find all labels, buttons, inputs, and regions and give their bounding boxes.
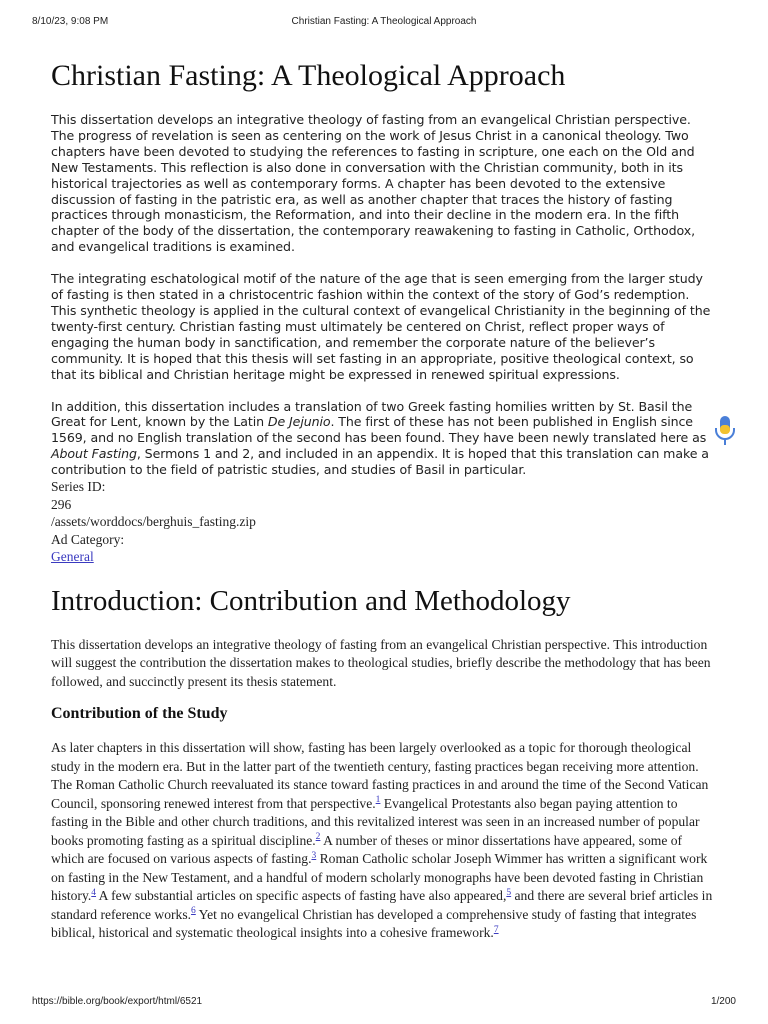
intro-paragraph: This dissertation develops an integrative theology of fasting from an evangelical Christian perspective. This introduction will suggest the contribution the dissertation makes to theological studies, briefly describe the methodology that has been followed, and succinctly present its thesis statement. — [51, 636, 711, 689]
series-id-label: Series ID: — [51, 479, 106, 495]
abstract-paragraph-3 — [51, 399, 715, 479]
text-segment: As later chapters in this dissertation will show, fasting has been largely overlooked as a topic for thorough theological study in the modern era. But in the latter part of the twentieth century, fasting practices began receiving more attention. The Roman Catholic Church reevaluated its stance toward fasting practices in and around the time of the Second Vatican Council, sponsoring renewed interest from that perspective. — [51, 740, 709, 811]
ad-category-link[interactable]: General — [51, 549, 94, 565]
text-segment: Roman Catholic scholar Joseph Wimmer has written a significant work on fasting in the New Testament, and a handful of modern scholarly monographs have been devoted fasting in Christian history. — [51, 851, 708, 904]
footnote-link-7[interactable]: 7 — [493, 924, 499, 935]
translation-title: About Fasting — [51, 446, 137, 462]
print-footer — [32, 996, 736, 1010]
footnote-link-4[interactable]: 4 — [91, 887, 97, 898]
microphone-icon[interactable] — [712, 414, 738, 448]
footnote-link-5[interactable]: 5 — [506, 887, 512, 898]
file-path: /assets/worddocs/berghuis_fasting.zip — [51, 514, 256, 530]
document-body — [51, 50, 715, 943]
text-segment: A number of theses or minor dissertations have appeared, some of which are focused on various aspects of fasting. — [51, 832, 683, 867]
intro — [51, 636, 715, 692]
contribution-body — [51, 739, 715, 943]
contribution-paragraph — [51, 739, 715, 943]
latin-title: De Jejunio — [267, 414, 331, 430]
footnote-link-1[interactable]: 1 — [375, 795, 381, 805]
abstract-paragraph-1: This dissertation develops an integrative theology of fasting from an evangelical Christian perspective. The progress of revelation is seen as centering on the work of Jesus Christ in a canonical theology. Two chapters have been devoted to studying the references to fasting in scripture, one each on the Old and New Testaments. This reflection is also done in conversation with the Christian community, both in its historical trajectories as well as contemporary forms. A chapter has been devoted to the extensive discussion of fasting in the patristic era, as well as another chapter that traces the history of fasting practices through monasticism, the Reformation, and into their decline in the modern era. In the fifth chapter of the body of the dissertation, the contemporary reawakening to fasting in Catholic, Orthodox, and evangelical traditions is examined. — [51, 112, 695, 255]
abstract-paragraph-2: The integrating eschatological motif of the nature of the age that is seen emerging from the larger study of fasting is then stated in a christocentric fashion within the context of the story of God’s redemption. This synthetic theology is applied in the cultural context of evangelical Christianity in the beginning of the twenty-first century. Christian fasting must ultimately be centered on Christ, reflect proper ways of engaging the human body in sanctification, and remember the corporate nature of the believer’s community. It is hoped that this thesis will set fasting in an appropriate, positive theological context, so that its biblical and Christian heritage might be expressed in renewed spiritual expressions. — [51, 271, 711, 382]
text-segment: A few substantial articles on specific aspects of fasting have also appeared, — [96, 888, 507, 904]
print-page-title: Christian Fasting: A Theological Approach — [291, 16, 477, 27]
text-segment: Yet no evangelical Christian has developed a comprehensive study of fasting that integrates biblical, historical and systematic theological insights into a cohesive framework. — [51, 906, 697, 941]
footnote-link-3[interactable]: 3 — [311, 850, 317, 861]
print-header — [32, 16, 736, 30]
section-heading: Introduction: Contribution and Methodology — [51, 584, 571, 617]
ad-category-label: Ad Category: — [51, 531, 125, 547]
subsection-heading: Contribution of the Study — [51, 705, 228, 723]
footnote-link-2[interactable]: 2 — [315, 832, 321, 842]
footnote-link-6[interactable]: 6 — [191, 906, 196, 916]
print-datetime: 8/10/23, 9:08 PM — [32, 16, 109, 27]
abstract — [51, 112, 715, 478]
print-page-number: 1/200 — [710, 996, 736, 1007]
page-title: Christian Fasting: A Theological Approach — [51, 59, 566, 92]
text-segment: Evangelical Protestants also began paying attention to fasting in the Bible and other church traditions, and this revitalized interest was seen in an increased number of popular books promoting fasting as a spiritual discipline. — [51, 795, 700, 848]
text-segment: In addition, this dissertation includes a translation of two Greek fasting homilies written by St. Basil the Great for Lent, known by the Latin — [51, 398, 693, 430]
series-id-value: 296 — [51, 496, 72, 512]
metadata-block — [51, 478, 715, 566]
text-segment: , Sermons 1 and 2, and included in an appendix. It is hoped that this translation can make a contribution to the field of patristic studies, and studies of Basil in particular. — [51, 446, 709, 478]
text-segment: and there are several brief articles in standard reference works. — [51, 888, 713, 922]
print-url: https://bible.org/book/export/html/6521 — [32, 996, 203, 1007]
text-segment: . The first of these has not been published in English since 1569, and no English translation of the second has been found. They have been newly translated here as — [51, 414, 707, 446]
